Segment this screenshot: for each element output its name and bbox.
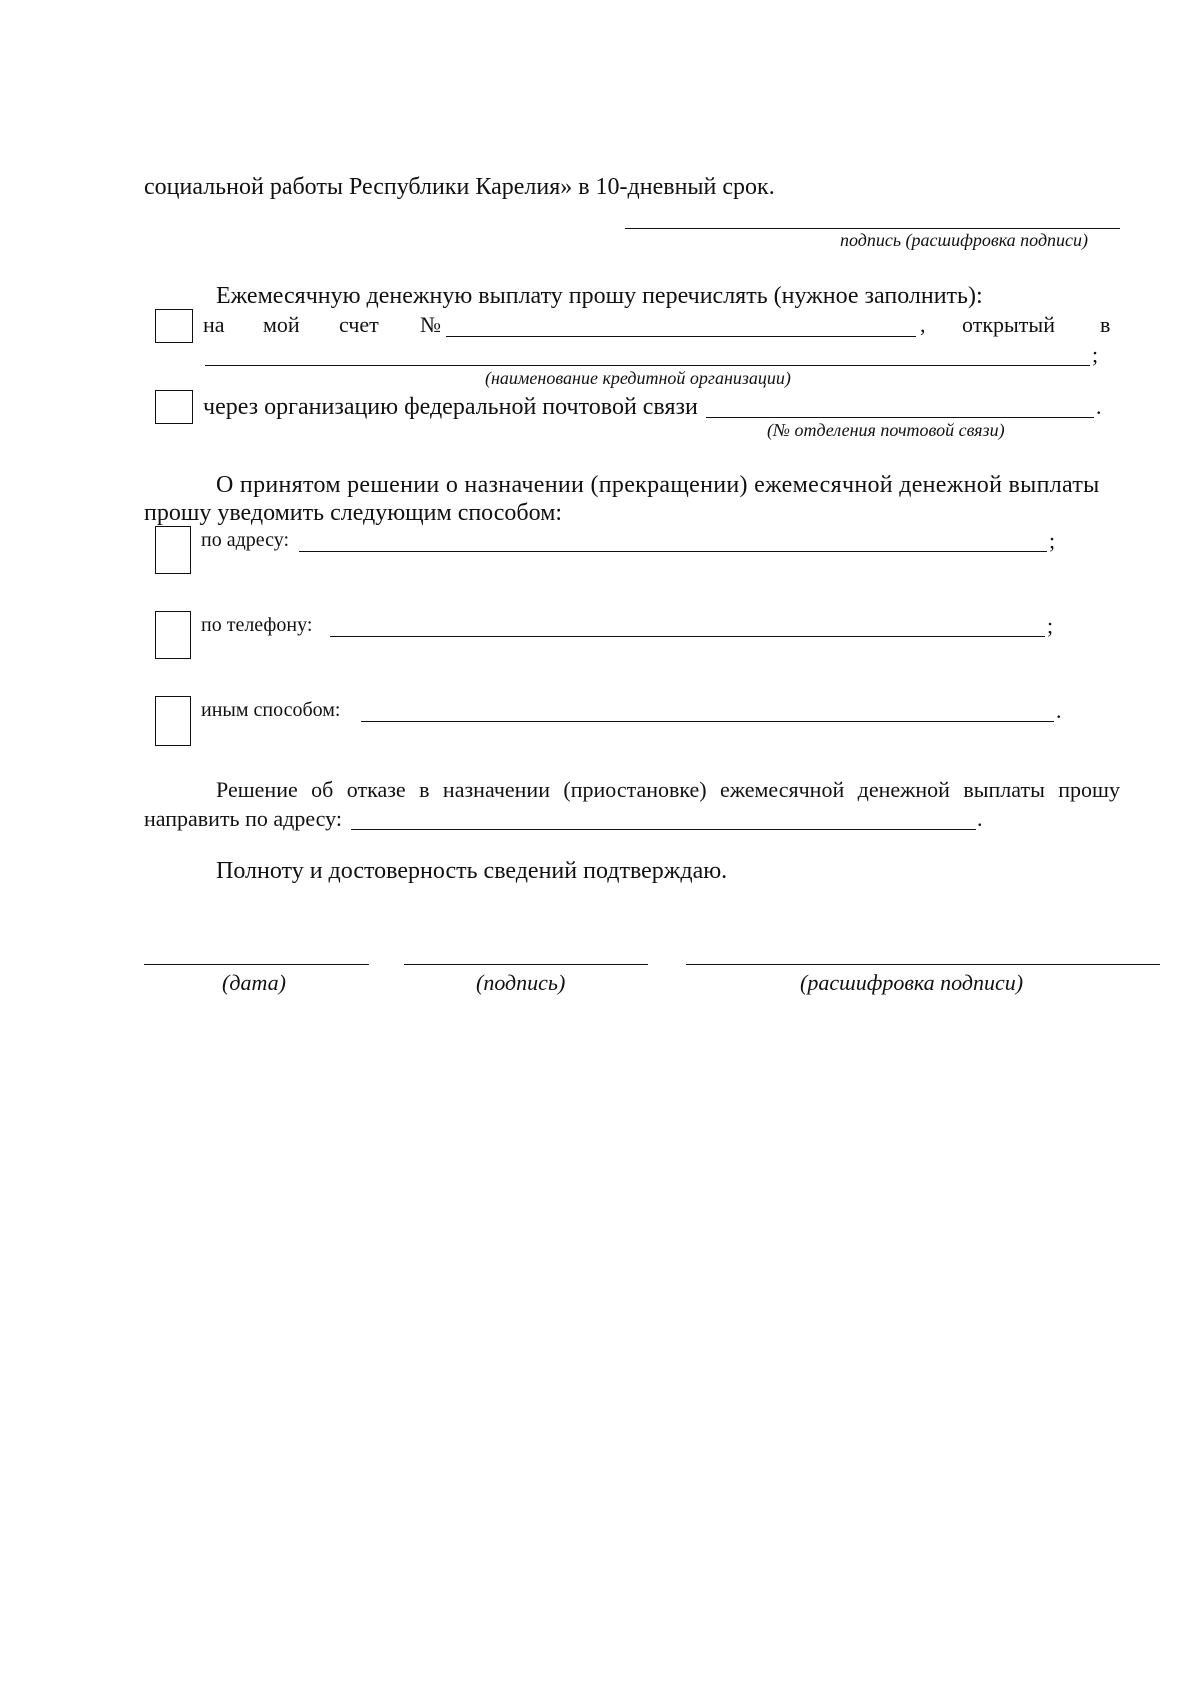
notify-address-field[interactable] — [299, 551, 1047, 552]
signature-decode-caption: (расшифровка подписи) — [800, 970, 1024, 995]
account-word-na: на — [203, 312, 225, 337]
payment-heading: Ежемесячную денежную выплату прошу перечислять (нужное заполнить): — [216, 283, 983, 309]
post-office-field[interactable] — [706, 417, 1094, 418]
post-label: через организацию федеральной почтовой связи — [203, 394, 698, 420]
confirm-text: Полноту и достоверность сведений подтверждаю. — [216, 858, 728, 884]
notify-phone-end: ; — [1047, 613, 1054, 638]
notify-address-label: по адресу: — [201, 529, 290, 551]
signature-field[interactable] — [404, 964, 648, 965]
bank-name-caption: (наименование кредитной организации) — [485, 368, 791, 388]
notify-heading-line2: прошу уведомить следующим способом: — [144, 500, 563, 526]
post-checkbox[interactable] — [155, 390, 193, 424]
account-word-opened: открытый — [962, 312, 1055, 337]
intro-line: социальной работы Республики Карелия» в 10-дневный срок. — [144, 174, 775, 200]
date-field[interactable] — [144, 964, 369, 965]
account-number-field[interactable] — [446, 336, 916, 337]
account-checkbox[interactable] — [155, 309, 193, 343]
notify-other-checkbox[interactable] — [155, 696, 191, 746]
account-comma: , — [920, 312, 926, 337]
notify-other-field[interactable] — [361, 721, 1054, 722]
refusal-line2-label: направить по адресу: — [144, 806, 342, 831]
signature-decode-field[interactable] — [686, 964, 1160, 965]
bank-name-semicolon: ; — [1092, 342, 1099, 367]
refusal-address-field[interactable] — [351, 829, 976, 830]
notify-address-end: ; — [1049, 528, 1056, 553]
account-word-my: мой — [263, 312, 300, 337]
notify-other-label: иным способом: — [201, 699, 341, 721]
notify-heading-line1-text: О принятом решении о назначении (прекращении) ежемесячной денежной выплаты — [216, 472, 1100, 498]
signature-caption: (подпись) — [476, 970, 566, 995]
notify-address-checkbox[interactable] — [155, 526, 191, 574]
top-signature-line[interactable] — [625, 228, 1120, 229]
notify-phone-label: по телефону: — [201, 614, 313, 636]
notify-other-end: . — [1056, 698, 1062, 723]
account-num-sign: № — [420, 312, 441, 337]
top-signature-caption: подпись (расшифровка подписи) — [840, 230, 1089, 250]
bank-name-field[interactable] — [205, 365, 1090, 366]
date-caption: (дата) — [222, 970, 286, 995]
notify-heading-line1 — [216, 471, 1120, 499]
notify-phone-checkbox[interactable] — [155, 611, 191, 659]
post-office-caption: (№ отделения почтовой связи) — [767, 420, 1005, 440]
account-word-in: в — [1100, 312, 1111, 337]
notify-phone-field[interactable] — [330, 636, 1045, 637]
refusal-line1: Решение об отказе в назначении (приостановке) ежемесячной денежной выплаты прошу — [216, 777, 1120, 802]
post-end: . — [1096, 394, 1102, 419]
account-word-schet: счет — [339, 312, 379, 337]
refusal-line2-end: . — [977, 806, 983, 831]
